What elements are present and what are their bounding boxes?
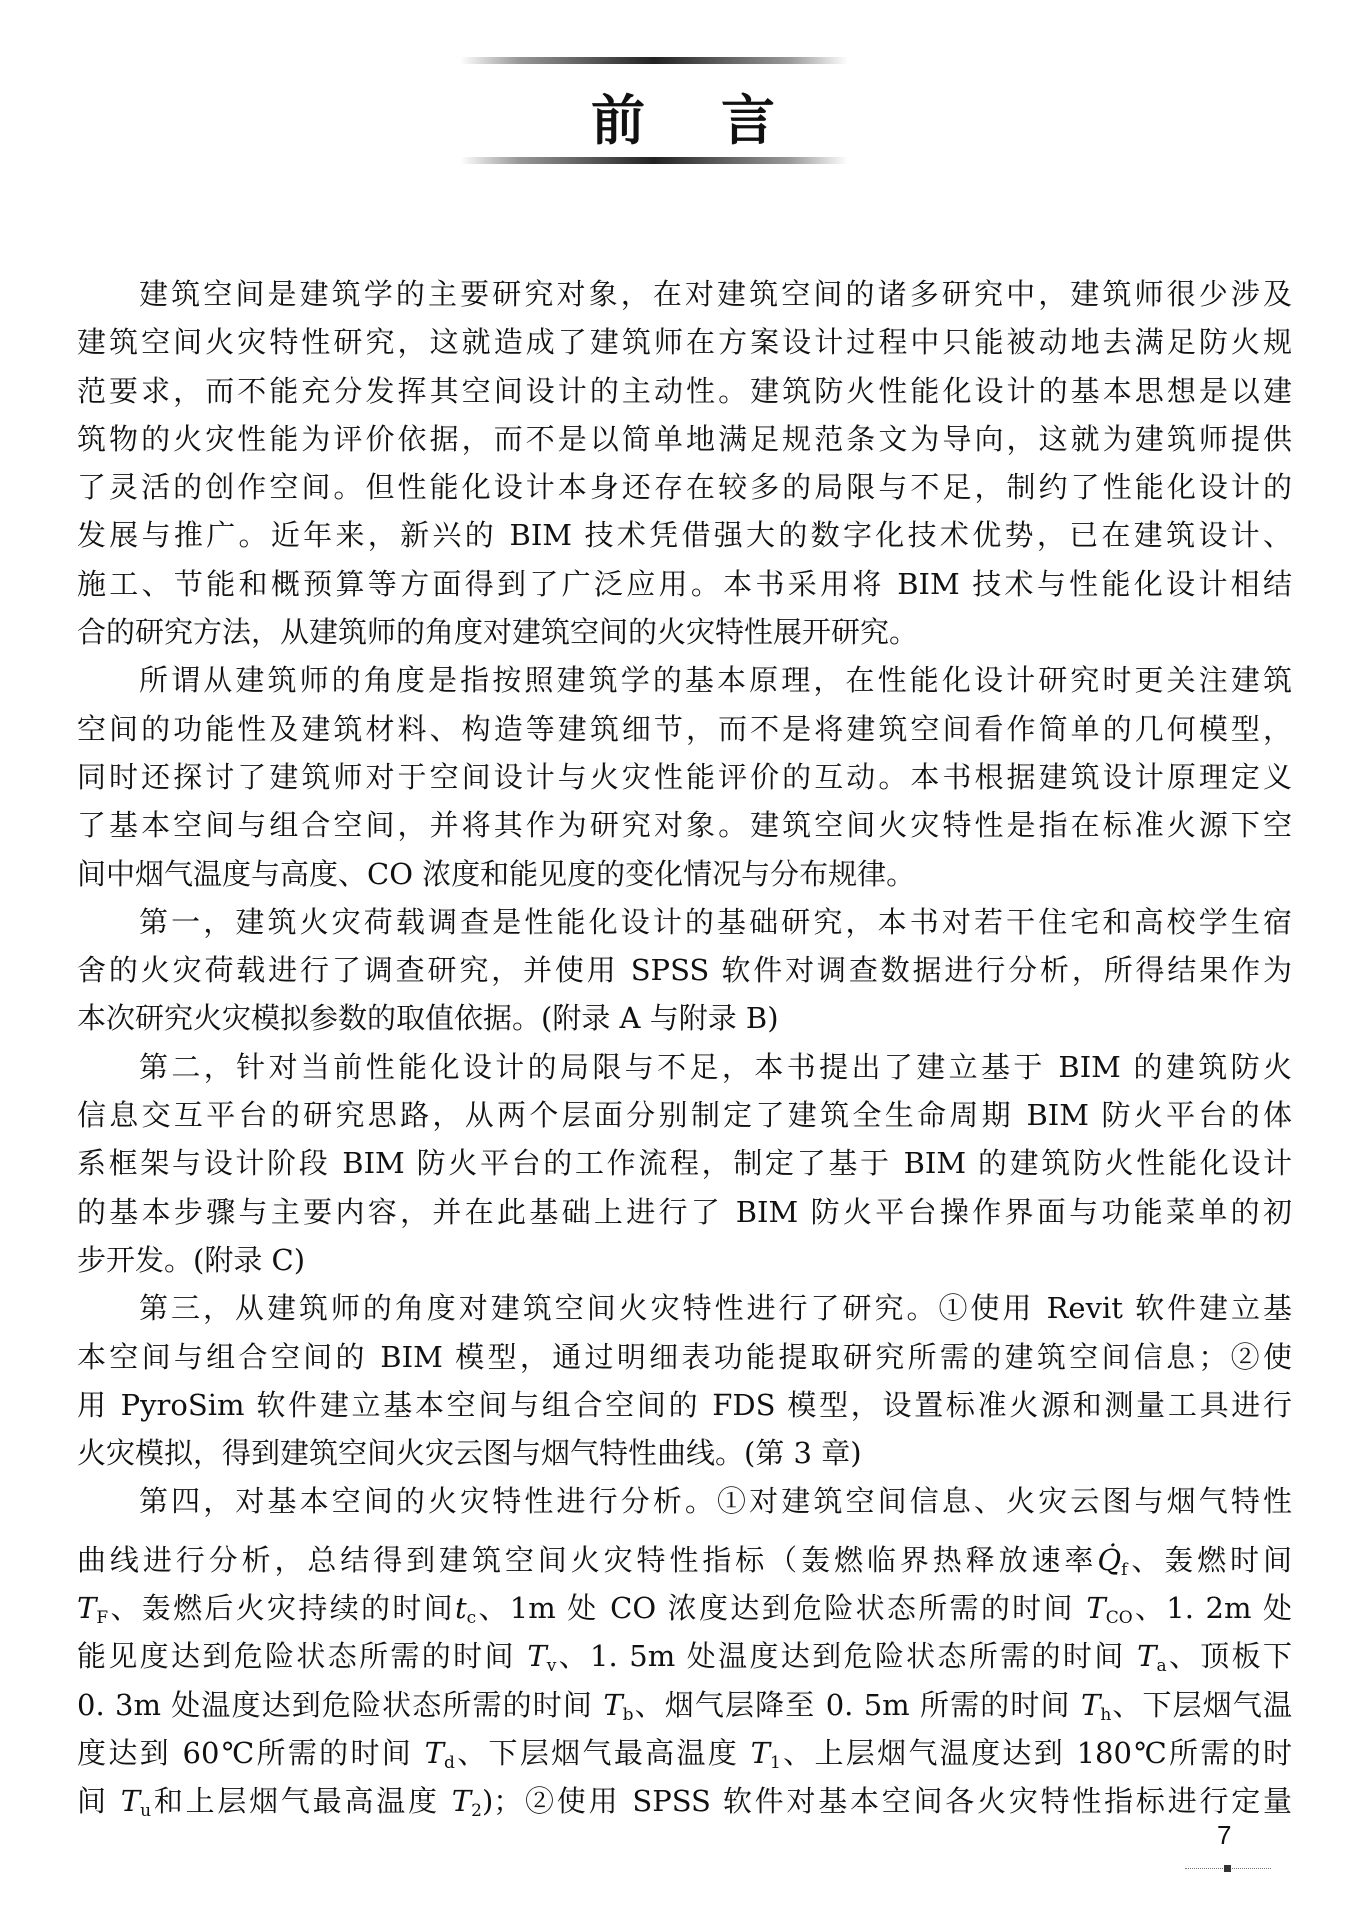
text-line xyxy=(77,850,1292,898)
text-line xyxy=(77,1584,1292,1632)
text-run: 本空间与组合空间的 BIM 模型，通过明细表功能提取研究所需的建筑空间信息；②使 xyxy=(77,1339,1292,1374)
subscript: CO xyxy=(1105,1608,1133,1629)
text-run: 和上层烟气最高温度 xyxy=(151,1784,452,1819)
text-run: 第二，针对当前性能化设计的局限与不足，本书提出了建立基于 BIM 的建筑防火 xyxy=(139,1049,1292,1084)
paragraph xyxy=(77,1043,1292,1284)
text-run: 范要求，而不能充分发挥其空间设计的主动性。建筑防火性能化设计的基本思想是以建 xyxy=(77,373,1292,408)
text-run: 本次研究火灾模拟参数的取值依据。(附录 A 与附录 B) xyxy=(77,1001,779,1036)
text-run: 施工、节能和概预算等方面得到了广泛应用。本书采用将 BIM 技术与性能化设计相结 xyxy=(77,566,1292,601)
subscript: 1 xyxy=(770,1752,781,1773)
text-line xyxy=(77,1188,1292,1236)
text-line xyxy=(77,801,1292,849)
subscript: b xyxy=(622,1704,634,1725)
math-symbol: T xyxy=(77,1591,97,1626)
text-line xyxy=(77,1777,1292,1825)
text-line xyxy=(77,753,1292,801)
text-line xyxy=(77,1381,1292,1429)
text-run: 第一，建筑火灾荷载调查是性能化设计的基础研究，本书对若干住宅和高校学生宿 xyxy=(139,904,1292,939)
text-line xyxy=(77,1091,1292,1139)
text-run: 、顶板下 xyxy=(1166,1639,1292,1674)
math-symbol: T xyxy=(451,1784,472,1819)
page-title xyxy=(0,78,1366,155)
text-run: 曲线进行分析，总结得到建筑空间火灾特性指标（轰燃临界热释放速率 xyxy=(77,1542,1098,1577)
math-symbol: t xyxy=(454,1591,467,1626)
title-char: 言 xyxy=(721,88,775,152)
text-run: 舍的火灾荷载进行了调查研究，并使用 SPSS 软件对调查数据进行分析，所得结果作为 xyxy=(77,953,1292,988)
paragraph xyxy=(77,270,1292,656)
text-run: 同时还探讨了建筑师对于空间设计与火灾性能评价的互动。本书根据建筑设计原理定义 xyxy=(77,759,1292,794)
text-line xyxy=(77,1043,1292,1091)
paragraph xyxy=(77,898,1292,1043)
title-bottom-rule xyxy=(460,157,848,164)
math-symbol: T xyxy=(750,1735,771,1770)
math-symbol: T xyxy=(1080,1687,1101,1722)
text-line xyxy=(77,1632,1292,1680)
subscript: F xyxy=(96,1608,109,1629)
text-line xyxy=(77,463,1292,511)
subscript: a xyxy=(1156,1656,1167,1677)
text-run: 、轰燃后火灾持续的时间 xyxy=(108,1591,455,1626)
text-run: 信息交互平台的研究思路，从两个层面分别制定了建筑全生命周期 BIM 防火平台的体 xyxy=(77,1098,1292,1133)
paragraph xyxy=(77,656,1292,897)
subscript: v xyxy=(546,1656,557,1677)
text-line xyxy=(77,1729,1292,1777)
math-symbol: Q̇ xyxy=(1097,1542,1122,1577)
footer-square-marker xyxy=(1224,1865,1231,1872)
text-line xyxy=(77,1139,1292,1187)
text-run: 系框架与设计阶段 BIM 防火平台的工作流程，制定了基于 BIM 的建筑防火性能化设计 xyxy=(77,1146,1292,1181)
text-run: 0. 3m 处温度达到危险状态所需的时间 xyxy=(77,1687,604,1722)
text-run: 空间的功能性及建筑材料、构造等建筑细节，而不是将建筑空间看作简单的几何模型， xyxy=(77,711,1292,746)
text-line xyxy=(77,367,1292,415)
text-line xyxy=(77,1681,1292,1729)
text-line xyxy=(77,511,1292,559)
text-line xyxy=(77,1429,1292,1477)
math-symbol: T xyxy=(1137,1639,1157,1674)
text-run: 所谓从建筑师的角度是指按照建筑学的基本原理，在性能化设计研究时更关注建筑 xyxy=(139,663,1292,698)
subscript: f xyxy=(1121,1559,1128,1580)
text-run: 的基本步骤与主要内容，并在此基础上进行了 BIM 防火平台操作界面与功能菜单的初 xyxy=(77,1194,1292,1229)
text-line xyxy=(77,318,1292,366)
text-run: 了灵活的创作空间。但性能化设计本身还存在较多的局限与不足，制约了性能化设计的 xyxy=(77,470,1292,505)
text-run: 发展与推广。近年来，新兴的 BIM 技术凭借强大的数字化技术优势，已在建筑设计、 xyxy=(77,518,1292,553)
text-run: 建筑空间是建筑学的主要研究对象，在对建筑空间的诸多研究中，建筑师很少涉及 xyxy=(139,277,1292,311)
text-run: 第三，从建筑师的角度对建筑空间火灾特性进行了研究。①使用 Revit 软件建立基 xyxy=(139,1291,1292,1326)
text-run: 、上层烟气温度达到 180℃所需的时 xyxy=(780,1735,1293,1770)
text-line xyxy=(77,1536,1292,1584)
text-line xyxy=(77,994,1292,1042)
paragraph xyxy=(77,1477,1292,1825)
text-line xyxy=(77,1477,1292,1525)
math-symbol: T xyxy=(603,1687,623,1722)
subscript: c xyxy=(466,1608,477,1629)
text-run: 建筑空间火灾特性研究，这就造成了建筑师在方案设计过程中只能被动地去满足防火规 xyxy=(77,325,1292,360)
text-run: 、轰燃时间 xyxy=(1127,1542,1292,1577)
text-run: 间 xyxy=(77,1784,121,1819)
subscript: u xyxy=(140,1801,152,1822)
text-line xyxy=(77,1284,1292,1332)
text-run: 步开发。(附录 C) xyxy=(77,1242,306,1277)
text-run: 用 PyroSim 软件建立基本空间与组合空间的 FDS 模型，设置标准火源和测量工具进行 xyxy=(77,1387,1292,1422)
text-run: 能见度达到危险状态所需的时间 xyxy=(77,1639,528,1674)
text-run: 、1m 处 CO 浓度达到危险状态所需的时间 xyxy=(476,1591,1087,1626)
text-run: 间中烟气温度与高度、CO 浓度和能见度的变化情况与分布规律。 xyxy=(77,856,916,891)
title-char: 前 xyxy=(591,88,645,152)
text-line xyxy=(77,1236,1292,1284)
text-line xyxy=(77,608,1292,656)
text-line xyxy=(77,656,1292,704)
math-symbol: T xyxy=(527,1639,547,1674)
text-run: 了基本空间与组合空间，并将其作为研究对象。建筑空间火灾特性是指在标准火源下空 xyxy=(77,808,1292,843)
text-line xyxy=(77,946,1292,994)
text-line xyxy=(77,560,1292,608)
text-line xyxy=(77,898,1292,946)
body-text xyxy=(77,270,1292,1826)
text-run: 、下层烟气最高温度 xyxy=(454,1735,751,1770)
title-top-rule xyxy=(460,57,848,64)
text-run: 筑物的火灾性能为评价依据，而不是以简单地满足规范条文为导向，这就为建筑师提供 xyxy=(77,421,1292,456)
subscript: d xyxy=(444,1752,455,1773)
text-line xyxy=(77,270,1292,318)
text-run: 火灾模拟，得到建筑空间火灾云图与烟气特性曲线。(第 3 章) xyxy=(77,1436,862,1471)
text-run: 第四，对基本空间的火灾特性进行分析。①对建筑空间信息、火灾云图与烟气特性 xyxy=(139,1484,1292,1519)
text-run: 、下层烟气温 xyxy=(1111,1687,1292,1722)
paragraph xyxy=(77,1284,1292,1477)
text-line xyxy=(77,705,1292,753)
subscript: h xyxy=(1100,1704,1112,1725)
text-line xyxy=(77,1333,1292,1381)
math-symbol: T xyxy=(424,1735,444,1770)
math-symbol: T xyxy=(1086,1591,1106,1626)
text-line xyxy=(77,415,1292,463)
text-run: 、1. 2m 处 xyxy=(1132,1591,1292,1626)
page-number: 7 xyxy=(1217,1820,1232,1850)
text-run: 、烟气层降至 0. 5m 所需的时间 xyxy=(633,1687,1081,1722)
math-symbol: T xyxy=(120,1784,141,1819)
subscript: 2 xyxy=(471,1801,482,1822)
text-run: 、1. 5m 处温度达到危险状态所需的时间 xyxy=(556,1639,1138,1674)
text-run: 度达到 60℃所需的时间 xyxy=(77,1735,425,1770)
text-run: 合的研究方法，从建筑师的角度对建筑空间的火灾特性展开研究。 xyxy=(77,615,919,650)
text-run: )；②使用 SPSS 软件对基本空间各火灾特性指标进行定量 xyxy=(481,1784,1293,1819)
